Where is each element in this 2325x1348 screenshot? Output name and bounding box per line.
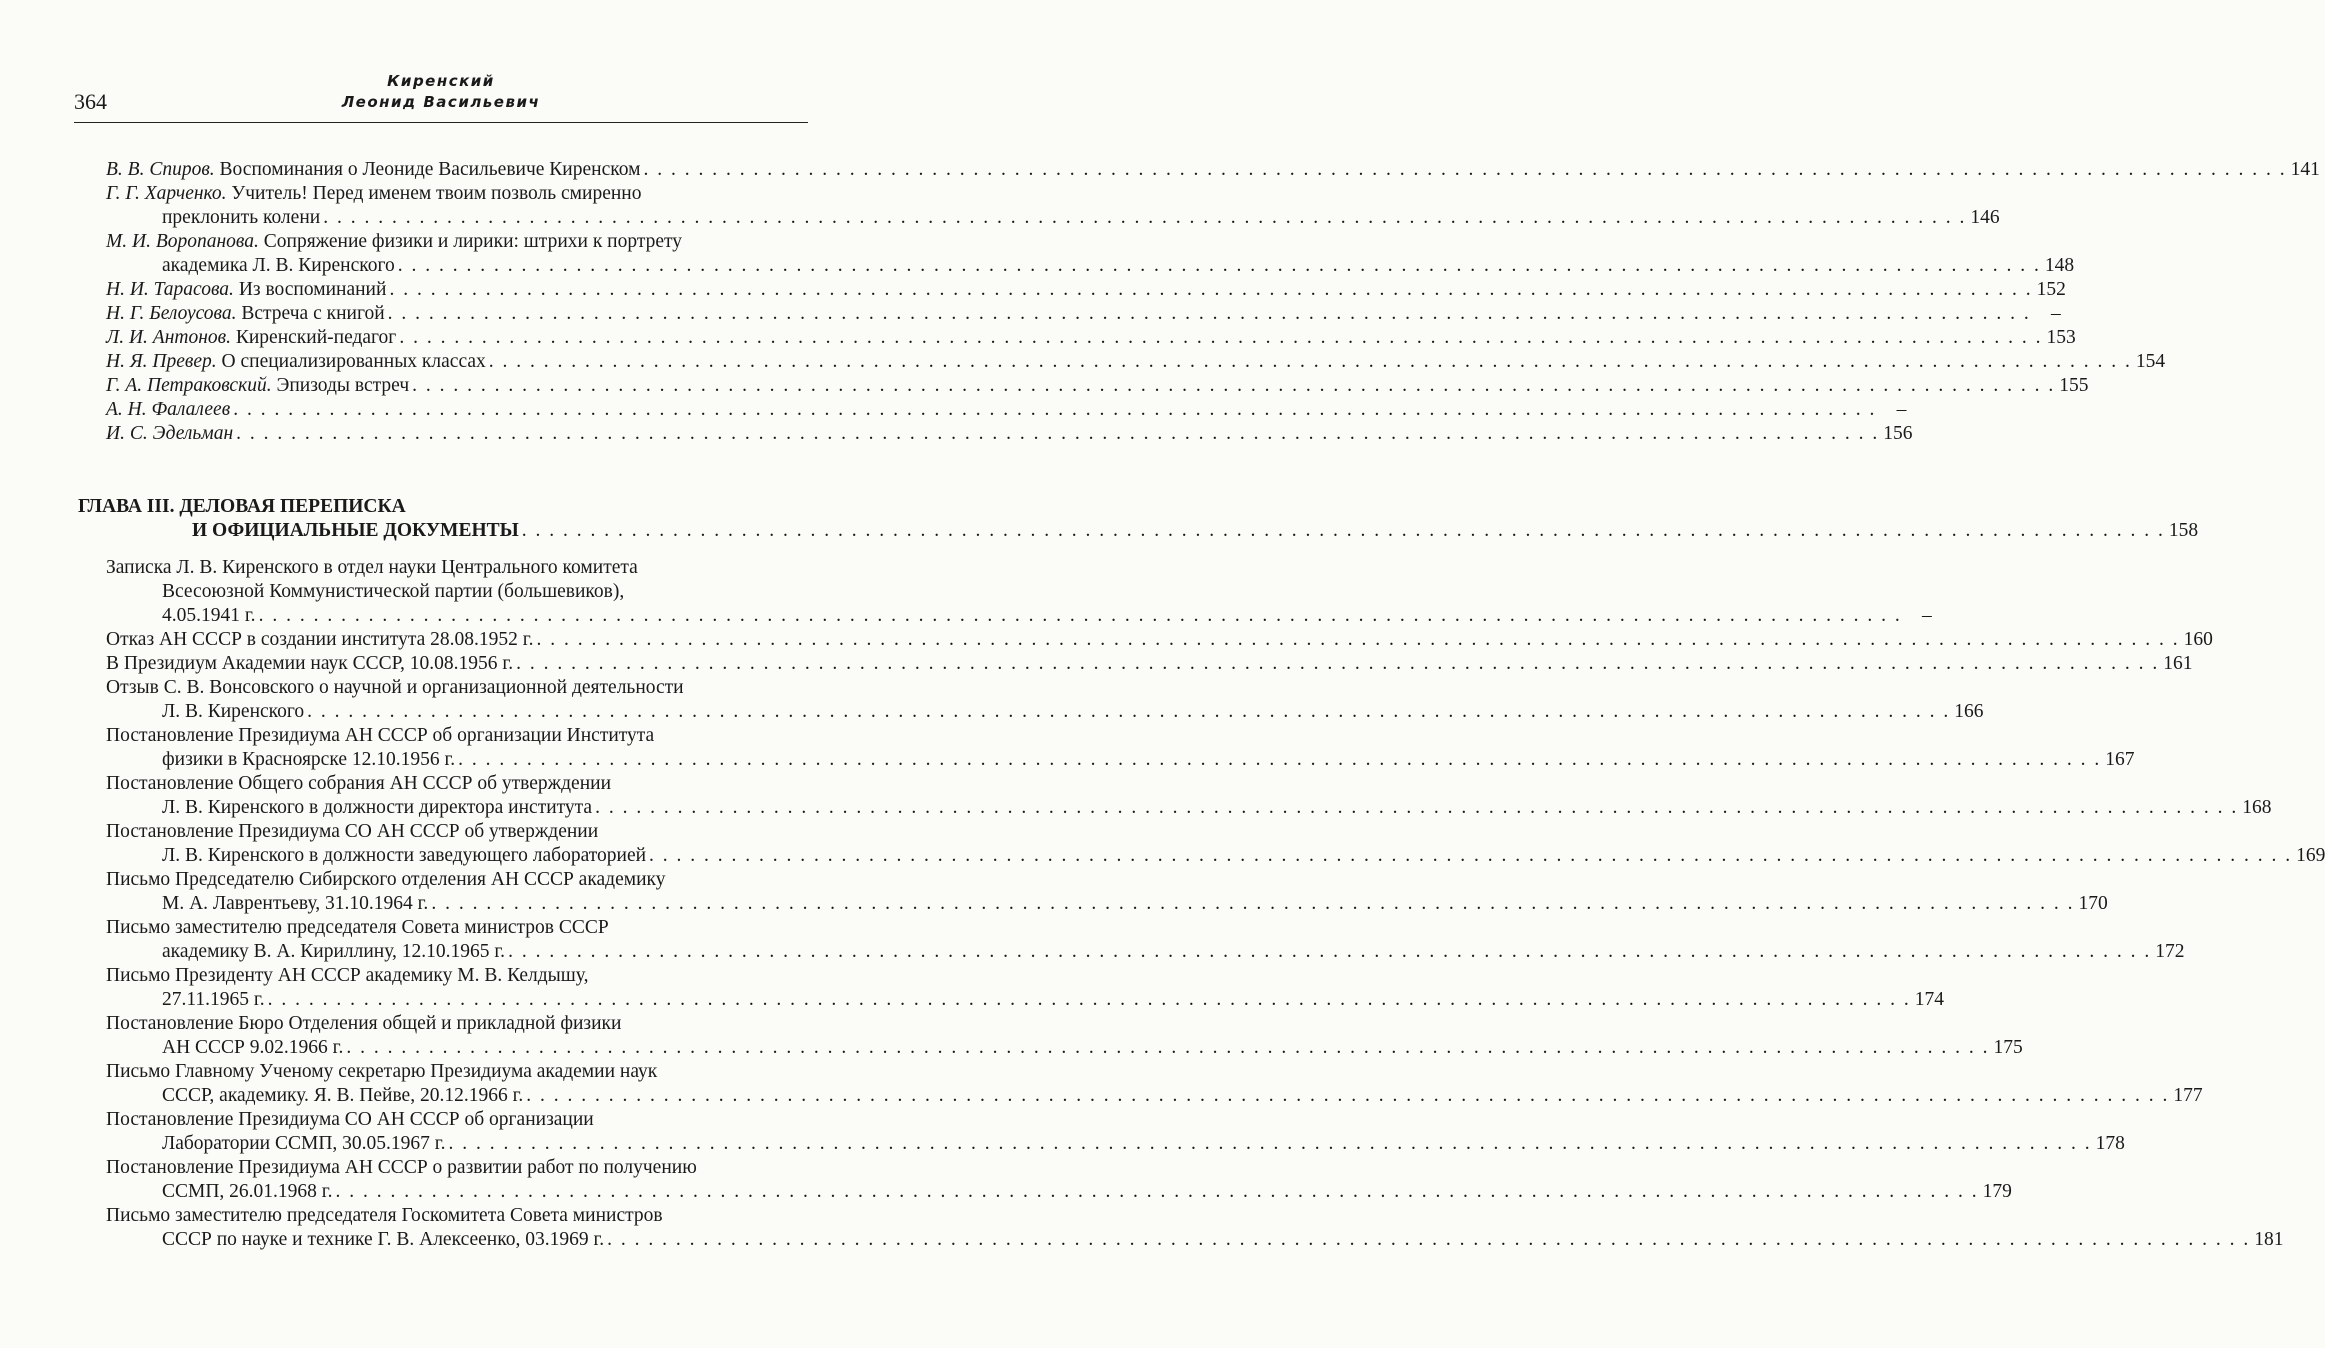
entry-page: 152 [2036,279,2066,300]
toc-entry [106,182,2000,230]
entry-title-line: Письмо Председателю Сибирского отделения АН СССР академику [106,869,666,890]
leader-dots: . . . . . . . . . . . . . . . . . . . . . . . . . . . . . . . . . . . . . . . . . . . . . . . . . . . . . . . . . . . . . . . . . . . . . . . . . . . . . . . . . . . . . . . . . . . . . . . . . . . . . . . . . . . . . . . . . . . . . . . . [526,1085,2170,1106]
leader-dots: . . . . . . . . . . . . . . . . . . . . . . . . . . . . . . . . . . . . . . . . . . . . . . . . . . . . . . . . . . . . . . . . . . . . . . . . . . . . . . . . . . . . . . . . . . . . . . . . . . . . . . . . . . . . . . . . . . . . . . . . [607,1229,2251,1250]
entry-author: И. С. Эдельман [106,423,234,444]
entry-page: 155 [2059,375,2089,396]
entry-page: 179 [1982,1181,2012,1202]
entry-title-line: СССР по науке и технике Г. В. Алексеенко, 03.1969 г. [162,1229,605,1250]
toc-entry [106,556,1932,628]
chapter-page: 158 [2168,520,2199,541]
entry-page: 170 [2078,893,2108,914]
toc-entry [106,230,2075,278]
leader-dots: . . . . . . . . . . . . . . . . . . . . . . . . . . . . . . . . . . . . . . . . . . . . . . . . . . . . . . . . . . . . . . . . . . . . . . . . . . . . . . . . . . . . . . . . . . . . . . . . . . . . . . . . . . . . . . . . . . . . . . . . [387,303,2031,324]
entry-title-line: Встреча с книгой [241,303,385,324]
leader-dots: . . . . . . . . . . . . . . . . . . . . . . . . . . . . . . . . . . . . . . . . . . . . . . . . . . . . . . . . . . . . . . . . . . . . . . . . . . . . . . . . . . . . . . . . . . . . . . . . . . . . . . . . . . . . . . . . . . . . . . . . [307,701,1951,722]
entry-author: А. Н. Фалалеев [106,399,231,420]
toc-entry [106,326,2076,350]
entry-title-line: Л. В. Киренского [162,701,305,722]
toc-entry [106,724,2135,772]
leader-dots: . . . . . . . . . . . . . . . . . . . . . . . . . . . . . . . . . . . . . . . . . . . . . . . . . . . . . . . . . . . . . . . . . . . . . . . . . . . . . . . . . . . . . . . . . . . . . . . . . . . . . . . . . . . . . . . . . . . . . . . . [346,1037,1990,1058]
entry-page: 178 [2095,1133,2125,1154]
entry-title-line: Всесоюзной Коммунистической партии (большевиков), [162,581,625,602]
leader-dots: . . . . . . . . . . . . . . . . . . . . . . . . . . . . . . . . . . . . . . . . . . . . . . . . . . . . . . . . . . . . . . . . . . . . . . . . . . . . . . . . . . . . . . . . . . . . . . . . . . . . . . . . . . . . . . . . . . . . . . . . [643,159,2287,180]
entry-author: Н. И. Тарасова. [106,279,234,300]
entry-page: 161 [2163,653,2193,674]
entry-author: Л. И. Антонов. [106,327,231,348]
entry-page: 160 [2183,629,2213,650]
entry-title-line: Постановление Президиума СО АН СССР об организации [106,1109,594,1130]
toc-entry [106,350,2166,374]
entry-title-line: Киренский-педагог [235,327,397,348]
leader-dots: . . . . . . . . . . . . . . . . . . . . . . . . . . . . . . . . . . . . . . . . . . . . . . . . . . . . . . . . . . . . . . . . . . . . . . . . . . . . . . . . . . . . . . . . . . . . . . . . . . . . . . . . . . . . . . . . . . . . . . . . [399,327,2043,348]
entry-title-line: Письмо Президенту АН СССР академику М. В. Келдышу, [106,965,589,986]
page-number: 364 [74,89,107,114]
leader-dots: . . . . . . . . . . . . . . . . . . . . . . . . . . . . . . . . . . . . . . . . . . . . . . . . . . . . . . . . . . . . . . . . . . . . . . . . . . . . . . . . . . . . . . . . . . . . . . . . . . . . . . . . . . . . . . . . . . . . . . . . [233,399,1877,420]
leader-dots: . . . . . . . . . . . . . . . . . . . . . . . . . . . . . . . . . . . . . . . . . . . . . . . . . . . . . . . . . . . . . . . . . . . . . . . . . . . . . . . . . . . . . . . . . . . . . . . . . . . . . . . . . . . . . . . . . . . . . . . . [458,749,2102,770]
entry-title-line: 27.11.1965 г. [162,989,265,1010]
toc-entry [106,964,1944,1012]
toc-entry [106,1204,2284,1252]
entry-page: 177 [2173,1085,2203,1106]
toc-entry [106,422,1913,446]
toc-entry [106,1012,2023,1060]
entry-page: 148 [2044,255,2075,276]
entry-title-line: Записка Л. В. Киренского в отдел науки Центрального комитета [106,557,638,578]
running-header [74,62,808,123]
entry-author: В. В. Спиров. [106,159,215,180]
entry-title-line: Постановление Бюро Отделения общей и прикладной физики [106,1013,622,1034]
entry-page: – [1921,605,1932,626]
entry-page: 168 [2242,797,2272,818]
leader-dots: . . . . . . . . . . . . . . . . . . . . . . . . . . . . . . . . . . . . . . . . . . . . . . . . . . . . . . . . . . . . . . . . . . . . . . . . . . . . . . . . . . . . . . . . . . . . . . . . . . . . . . . . . . . . . . . . . . . . . . . . [431,893,2075,914]
entry-title-line: физики в Красноярске 12.10.1956 г. [162,749,456,770]
entry-page: 167 [2105,749,2135,770]
entry-title-line: М. А. Лаврентьеву, 31.10.1964 г. [162,893,429,914]
entry-page: 156 [1883,423,1913,444]
entry-author: Н. Я. Превер. [106,351,217,372]
header-title-name: Леонид Васильевич [341,93,541,111]
toc-entry [106,628,2213,652]
toc-entry [106,398,1907,422]
toc-entry [106,916,2185,964]
toc-section-memoirs [0,158,2320,446]
leader-dots: . . . . . . . . . . . . . . . . . . . . . . . . . . . . . . . . . . . . . . . . . . . . . . . . . . . . . . . . . . . . . . . . . . . . . . . . . . . . . . . . . . . . . . . . . . . . . . . . . . . . . . . . . . . . . . . . . . . . . . . . [448,1133,2092,1154]
leader-dots: . . . . . . . . . . . . . . . . . . . . . . . . . . . . . . . . . . . . . . . . . . . . . . . . . . . . . . . . . . . . . . . . . . . . . . . . . . . . . . . . . . . . . . . . . . . . . . . . . . . . . . . . . . . . . . . . . . . . . . . . [488,351,2132,372]
entry-page: 174 [1914,989,1944,1010]
entry-title-line: Постановление Общего собрания АН СССР об утверждении [106,773,612,794]
leader-dots: . . . . . . . . . . . . . . . . . . . . . . . . . . . . . . . . . . . . . . . . . . . . . . . . . . . . . . . . . . . . . . . . . . . . . . . . . . . . . . . . . . . . . . . . . . . . . . . . . . . . . . . . . . . . . . . . . . . . . . . . [536,629,2180,650]
entry-title-line: Письмо Главному Ученому секретарю Президиума академии наук [106,1061,658,1082]
entry-page: 166 [1954,701,1984,722]
entry-page: 181 [2254,1229,2284,1250]
entry-title-line: АН СССР 9.02.1966 г. [162,1037,344,1058]
header-title-surname: Киренский [387,72,495,90]
entry-author: Н. Г. Белоусова. [106,303,237,324]
leader-dots: . . . . . . . . . . . . . . . . . . . . . . . . . . . . . . . . . . . . . . . . . . . . . . . . . . . . . . . . . . . . . . . . . . . . . . . . . . . . . . . . . . . . . . . . . . . . . . . . . . . . . . . . . . . . . . . . . . . . . . . . [267,989,1911,1010]
toc-entry [106,278,2066,302]
entry-page: 172 [2155,941,2185,962]
entry-title-line: Из воспоминаний [238,279,387,300]
leader-dots: . . . . . . . . . . . . . . . . . . . . . . . . . . . . . . . . . . . . . . . . . . . . . . . . . . . . . . . . . . . . . . . . . . . . . . . . . . . . . . . . . . . . . . . . . . . . . . . . . . . . . . . . . . . . . . . . . . . . . . . . [595,797,2239,818]
entry-title-line: СССР, академику. Я. В. Пейве, 20.12.1966 г. [162,1085,524,1106]
entry-title-line: Постановление Президиума СО АН СССР об утверждении [106,821,599,842]
entry-title-line: Эпизоды встреч [276,375,410,396]
leader-dots: . . . . . . . . . . . . . . . . . . . . . . . . . . . . . . . . . . . . . . . . . . . . . . . . . . . . . . . . . . . . . . . . . . . . . . . . . . . . . . . . . . . . . . . . . . . . . . . . . . . . . . . . . . . . . . . . . . . . . . . . [258,605,1902,626]
toc-entry [106,1156,2012,1204]
entry-page: 175 [1993,1037,2023,1058]
entry-title-line: Л. В. Киренского в должности директора института [162,797,593,818]
entry-title-line: Л. В. Киренского в должности заведующего лабораторией [162,845,647,866]
toc-entry [106,772,2272,820]
entry-title-line: ССМП, 26.01.1968 г. [162,1181,333,1202]
entry-title-line: Отзыв С. В. Вонсовского о научной и организационной деятельности [106,677,684,698]
toc-entry [106,652,2193,676]
entry-title-line: Лаборатории ССМП, 30.05.1967 г. [162,1133,446,1154]
toc-entry [106,302,2061,326]
chapter-title-line2: И ОФИЦИАЛЬНЫЕ ДОКУМЕНТЫ [192,520,519,541]
entry-title-line: О специализированных классах [221,351,486,372]
entry-title-line: Постановление Президиума АН СССР об организации Института [106,725,655,746]
leader-dots: . . . . . . . . . . . . . . . . . . . . . . . . . . . . . . . . . . . . . . . . . . . . . . . . . . . . . . . . . . . . . . . . . . . . . . . . . . . . . . . . . . . . . . . . . . . . . . . . . . . . . . . . . . . . . . . . . . . . . . . . [649,845,2293,866]
toc-section-documents [0,556,2325,1252]
leader-dots: . . . . . . . . . . . . . . . . . . . . . . . . . . . . . . . . . . . . . . . . . . . . . . . . . . . . . . . . . . . . . . . . . . . . . . . . . . . . . . . . . . . . . . . . . . . . . . . . . . . . . . . . . . . . . . . . . . . . . . . . [323,207,1967,228]
toc-entry [106,374,2089,398]
entry-title-line: преклонить колени [162,207,321,228]
toc-entry [106,158,2320,182]
leader-dots: . . . . . . . . . . . . . . . . . . . . . . . . . . . . . . . . . . . . . . . . . . . . . . . . . . . . . . . . . . . . . . . . . . . . . . . . . . . . . . . . . . . . . . . . . . . . . . . . . . . . . . . . . . . . . . . . . . . . . . . . [521,520,2165,541]
chapter-title-line1: ГЛАВА III. ДЕЛОВАЯ ПЕРЕПИСКА [78,496,406,517]
leader-dots: . . . . . . . . . . . . . . . . . . . . . . . . . . . . . . . . . . . . . . . . . . . . . . . . . . . . . . . . . . . . . . . . . . . . . . . . . . . . . . . . . . . . . . . . . . . . . . . . . . . . . . . . . . . . . . . . . . . . . . . . [236,423,1880,444]
entry-author: Г. Г. Харченко. [106,183,227,204]
leader-dots: . . . . . . . . . . . . . . . . . . . . . . . . . . . . . . . . . . . . . . . . . . . . . . . . . . . . . . . . . . . . . . . . . . . . . . . . . . . . . . . . . . . . . . . . . . . . . . . . . . . . . . . . . . . . . . . . . . . . . . . . [397,255,2041,276]
toc-entry [106,1060,2203,1108]
toc-entry [106,676,1984,724]
entry-title-line: Постановление Президиума АН СССР о развитии работ по получению [106,1157,697,1178]
entry-author: М. И. Воропанова. [106,231,259,252]
entry-title-line: Отказ АН СССР в создании института 28.08.1952 г. [106,629,534,650]
entry-page: 169 [2296,845,2325,866]
chapter-heading [78,495,2199,543]
leader-dots: . . . . . . . . . . . . . . . . . . . . . . . . . . . . . . . . . . . . . . . . . . . . . . . . . . . . . . . . . . . . . . . . . . . . . . . . . . . . . . . . . . . . . . . . . . . . . . . . . . . . . . . . . . . . . . . . . . . . . . . . [516,653,2160,674]
entry-page: 146 [1970,207,2000,228]
leader-dots: . . . . . . . . . . . . . . . . . . . . . . . . . . . . . . . . . . . . . . . . . . . . . . . . . . . . . . . . . . . . . . . . . . . . . . . . . . . . . . . . . . . . . . . . . . . . . . . . . . . . . . . . . . . . . . . . . . . . . . . . [508,941,2152,962]
toc-entry [106,1108,2125,1156]
entry-title-line: Письмо заместителю председателя Совета министров СССР [106,917,609,938]
entry-title-line: Учитель! Перед именем твоим позволь смиренно [231,183,642,204]
entry-title-line: В Президиум Академии наук СССР, 10.08.1956 г. [106,653,514,674]
entry-title-line: Сопряжение физики и лирики: штрихи к портрету [263,231,683,252]
leader-dots: . . . . . . . . . . . . . . . . . . . . . . . . . . . . . . . . . . . . . . . . . . . . . . . . . . . . . . . . . . . . . . . . . . . . . . . . . . . . . . . . . . . . . . . . . . . . . . . . . . . . . . . . . . . . . . . . . . . . . . . . [335,1181,1979,1202]
entry-page: 154 [2135,351,2166,372]
entry-title-line: 4.05.1941 г. [162,605,256,626]
entry-title-line: Письмо заместителю председателя Госкомитета Совета министров [106,1205,663,1226]
leader-dots: . . . . . . . . . . . . . . . . . . . . . . . . . . . . . . . . . . . . . . . . . . . . . . . . . . . . . . . . . . . . . . . . . . . . . . . . . . . . . . . . . . . . . . . . . . . . . . . . . . . . . . . . . . . . . . . . . . . . . . . . [412,375,2056,396]
entry-page: – [1896,399,1907,420]
entry-author: Г. А. Петраковский. [106,375,272,396]
entry-page: – [2051,303,2061,324]
entry-title-line: Воспоминания о Леониде Васильевиче Киренском [219,159,641,180]
entry-page: 141 [2290,159,2320,180]
entry-page: 153 [2046,327,2076,348]
toc-entry [106,868,2108,916]
entry-title-line: академику В. А. Кириллину, 12.10.1965 г. [162,941,506,962]
entry-title-line: академика Л. В. Киренского [162,255,395,276]
leader-dots: . . . . . . . . . . . . . . . . . . . . . . . . . . . . . . . . . . . . . . . . . . . . . . . . . . . . . . . . . . . . . . . . . . . . . . . . . . . . . . . . . . . . . . . . . . . . . . . . . . . . . . . . . . . . . . . . . . . . . . . . [389,279,2033,300]
toc-entry [106,820,2325,868]
